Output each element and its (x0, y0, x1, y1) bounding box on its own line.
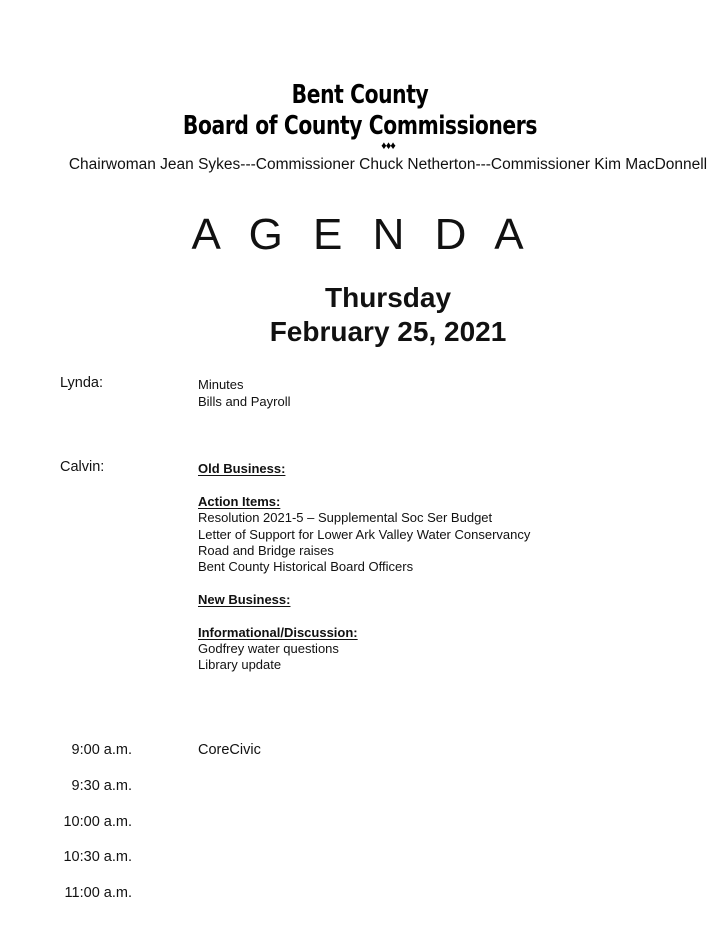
action-items-heading: Action Items: (198, 494, 281, 509)
diamond-ornament-icon: ♦♦♦ (381, 140, 395, 152)
schedule-time: 10:00 a.m. (63, 814, 132, 830)
list-item: Bills and Payroll (198, 394, 291, 409)
schedule-time: 11:00 a.m. (64, 885, 132, 901)
meeting-date: February 25, 2021 (269, 316, 507, 347)
list-item: Bent County Historical Board Officers (198, 559, 414, 574)
old-business-heading: Old Business: (198, 461, 286, 476)
commissioners-line: Chairwoman Jean Sykes---Commissioner Chuck Netherton---Commissioner Kim MacDonnell (68, 156, 708, 173)
presenter-label-lynda: Lynda: (60, 375, 103, 391)
schedule-time: 9:30 a.m. (71, 778, 132, 794)
list-item: Road and Bridge raises (198, 543, 334, 558)
list-item: Minutes (198, 377, 244, 392)
schedule-time: 10:30 a.m. (63, 849, 132, 865)
list-item: Godfrey water questions (198, 641, 339, 656)
presenter-label-calvin: Calvin: (60, 459, 105, 475)
list-item: Letter of Support for Lower Ark Valley Water Conservancy (198, 527, 531, 542)
county-title: Bent County (291, 80, 429, 110)
list-item: Resolution 2021-5 – Supplemental Soc Ser Budget (198, 510, 493, 525)
informational-heading: Informational/Discussion: (198, 625, 358, 640)
schedule-time: 9:00 a.m. (71, 742, 132, 758)
board-title: Board of County Commissioners (182, 111, 538, 141)
list-item: Library update (198, 657, 282, 672)
agenda-title: A G E N D A (191, 210, 533, 259)
schedule-item: CoreCivic (198, 742, 261, 758)
meeting-day: Thursday (324, 282, 452, 313)
new-business-heading: New Business: (198, 592, 291, 607)
